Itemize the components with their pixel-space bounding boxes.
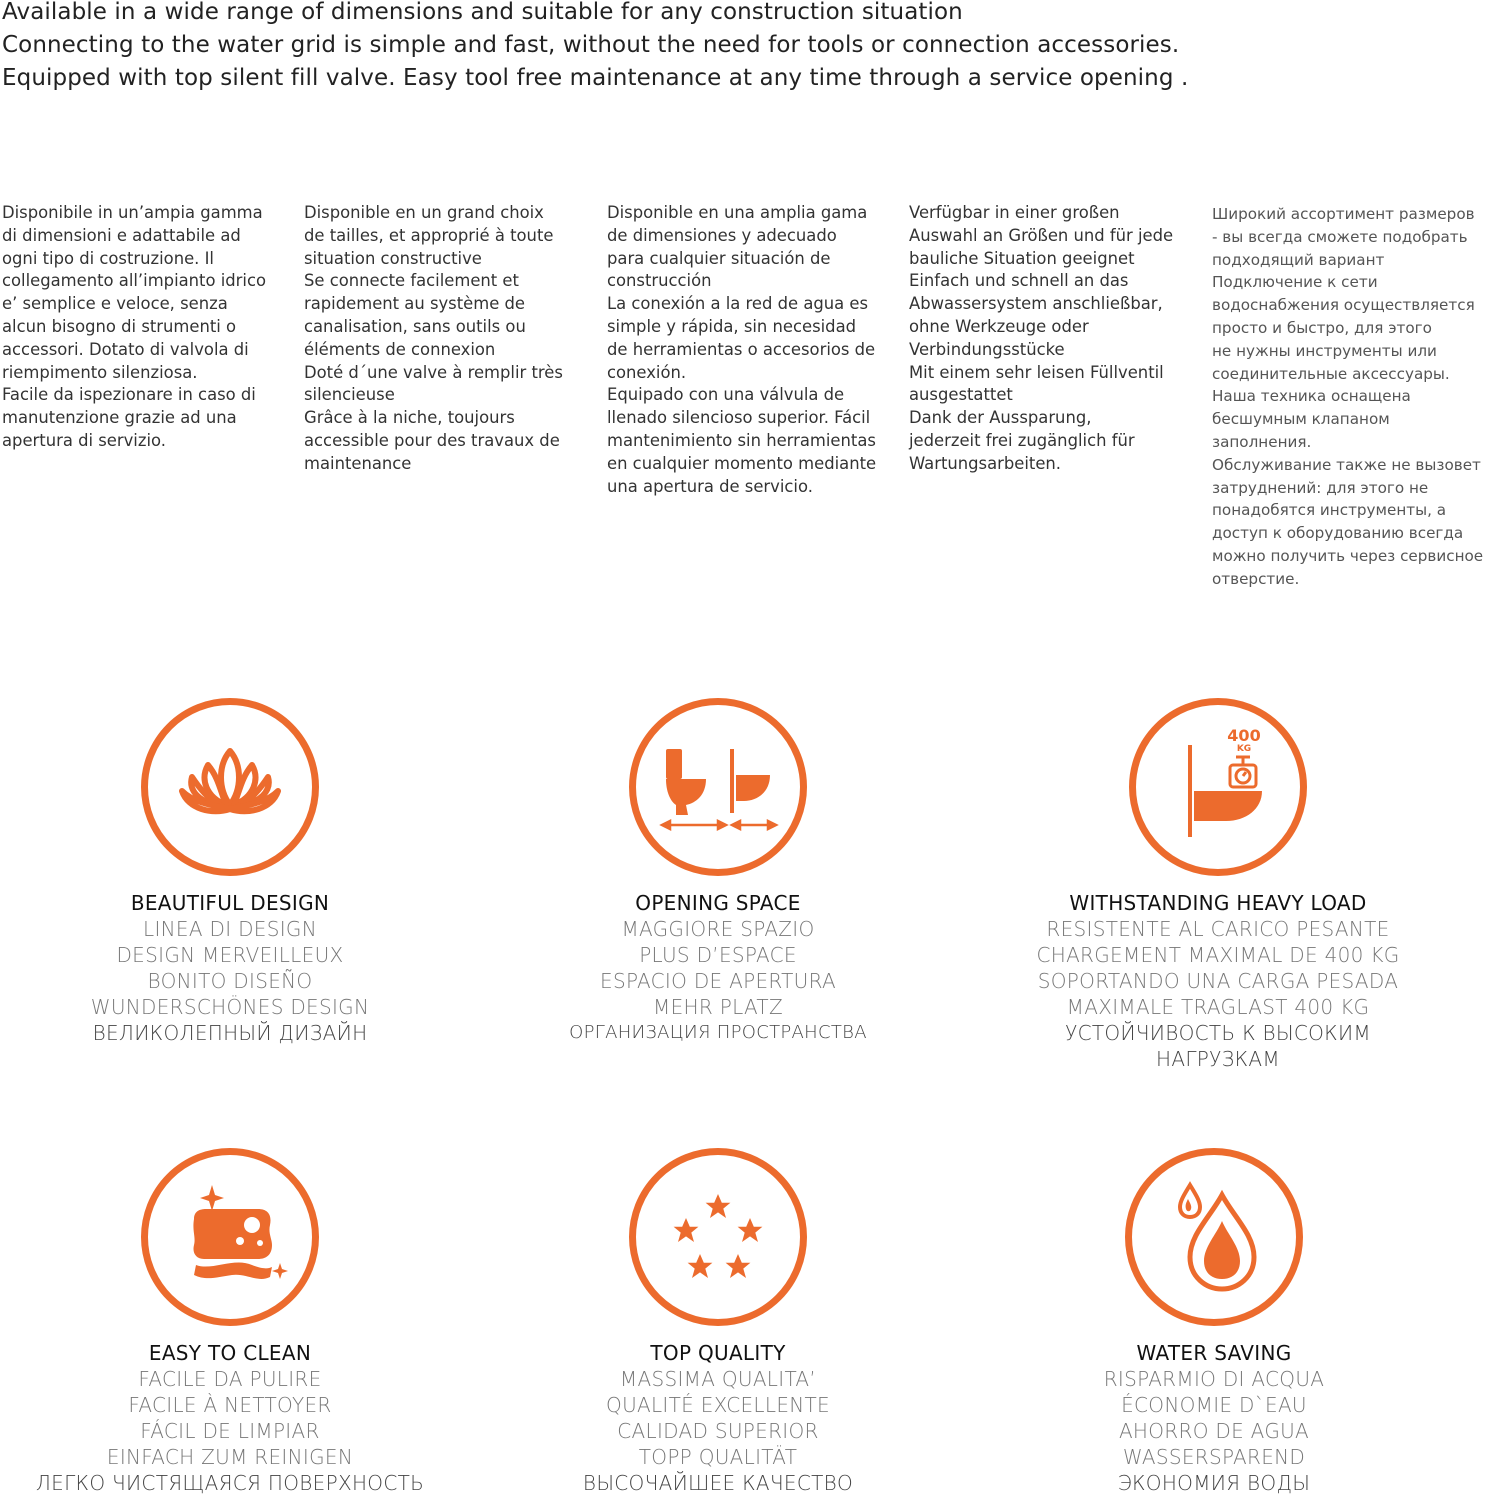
load-unit-label: KG (1236, 744, 1252, 754)
feature-line: DESIGN MERVEILLEUX (116, 943, 344, 967)
column-spanish (607, 202, 899, 498)
icon-circle (141, 698, 319, 876)
feature-line: AHORRO DE AGUA (1118, 1419, 1310, 1443)
feature-line: ВЕЛИКОЛЕПНЫЙ ДИЗАЙН (92, 1021, 368, 1045)
icon-circle (1125, 1148, 1303, 1326)
feature-line: RISPARMIO DI ACQUA (1103, 1367, 1325, 1391)
water-drop-icon (1132, 1155, 1296, 1319)
intro-line: Equipped with top silent fill valve. Easy tool free maintenance at any time through a service opening . (2, 65, 1189, 91)
spanish-text: Disponible en una amplia gama de dimensiones y adecuado para cualquier situación de construcción La conexión a la red de agua es simple y rápida, sin necesidad de herramientas o accesorios de conexión. Equipado con una válvula de llenado silencioso superior. Fácil mantenimiento sin herramientas en cualquier momento mediante una apertura de servicio. (607, 203, 877, 496)
feature-title: WATER SAVING (1136, 1341, 1292, 1365)
feature-title: OPENING SPACE (635, 891, 801, 915)
feature-line: MASSIMA QUALITA’ (619, 1367, 817, 1391)
feature-line: ЛЕГКО ЧИСТЯЩАЯСЯ ПОВЕРХНОСТЬ (35, 1471, 425, 1495)
feature-line: SOPORTANDO UNA CARGA PESADA (1037, 969, 1399, 993)
stars-icon (636, 1155, 800, 1319)
feature-line: WASSERSPAREND (1122, 1445, 1306, 1469)
feature-line: MAXIMALE TRAGLAST 400 KG (1066, 995, 1370, 1019)
feature-title: EASY TO CLEAN (148, 1341, 312, 1365)
feature-line: ÉCONOMIE D`EAU (1121, 1393, 1307, 1417)
feature-line: ESPACIO DE APERTURA (600, 969, 836, 993)
feature-opening-space (488, 698, 948, 1046)
feature-line: WUNDERSCHÖNES DESIGN (90, 995, 370, 1019)
intro-line: Available in a wide range of dimensions and suitable for any construction situation (2, 0, 963, 25)
feature-line: BONITO DISEÑO (147, 969, 313, 993)
feature-line: TOPP QUALITÄT (638, 1445, 798, 1469)
feature-line: FÁCIL DE LIMPIAR (140, 1419, 320, 1443)
intro-line: Connecting to the water grid is simple and fast, without the need for tools or connection accessories. (2, 32, 1180, 58)
feature-line: RESISTENTE AL CARICO PESANTE (1046, 917, 1390, 941)
feature-line: CHARGEMENT MAXIMAL DE 400 KG (1036, 943, 1400, 967)
french-text: Disponible en un grand choix de tailles, et approprié à toute situation constructive Se connecte facilement et rapidement au système de canalisation, sans outils ou éléments de connexion Doté d´une valve à remplir très silencieuse Grâce à la niche, toujours accessible pour des travaux de maintenance (304, 203, 563, 473)
feature-easy-to-clean (0, 1148, 460, 1496)
feature-title: TOP QUALITY (650, 1341, 786, 1365)
intro-text (2, 0, 1482, 95)
feature-top-quality (488, 1148, 948, 1496)
icon-circle (629, 698, 807, 876)
feature-line: LINEA DI DESIGN (143, 917, 317, 941)
icon-circle (141, 1148, 319, 1326)
feature-line: MAGGIORE SPAZIO (621, 917, 815, 941)
icon-circle (1129, 698, 1307, 876)
feature-line: EINFACH ZUM REINIGEN (106, 1445, 354, 1469)
feature-line: PLUS D’ESPACE (639, 943, 797, 967)
feature-heavy-load (988, 698, 1448, 1072)
icon-circle (629, 1148, 807, 1326)
feature-line: ЭКОНОМИЯ ВОДЫ (1117, 1471, 1311, 1495)
feature-line: QUALITÉ EXCELLENTE (606, 1393, 830, 1417)
feature-beautiful-design (0, 698, 460, 1046)
feature-line: MEHR PLATZ (653, 995, 783, 1019)
column-italian (2, 202, 292, 453)
sponge-icon (148, 1155, 312, 1319)
feature-line: УСТОЙЧИВОСТЬ К ВЫСОКИМ (1065, 1021, 1371, 1045)
feature-line: ВЫСОЧАЙШЕЕ КАЧЕСТВО (582, 1471, 854, 1495)
german-text: Verfügbar in einer großen Auswahl an Größen und für jede bauliche Situation geeignet Einfach und schnell an das Abwassersystem anschließbar, ohne Werkzeuge oder Verbindungsstücke Mit einem sehr leisen Füllventil ausgestattet Dank der Aussparung, jederzeit frei zugänglich für Wartungsarbeiten. (909, 203, 1174, 473)
feature-line: FACILE À NETTOYER (128, 1393, 332, 1417)
russian-text: Широкий ассортимент размеров - вы всегда сможете подобрать подходящий вариант Подключение к сети водоснабжения осуществляется просто и быстро, для этого не нужны инструменты или соединительные аксессуары. Наша техника оснащена бесшумным клапаном заполнения. Обслуживание также не вызовет затруднений: для этого не понадобятся инструменты, а доступ к оборудованию всегда можно получить через сервисное отверстие. (1212, 205, 1484, 588)
feature-line: НАГРУЗКАМ (1156, 1047, 1280, 1071)
column-german (909, 202, 1199, 476)
toilet-space-icon (636, 705, 800, 869)
feature-line: CALIDAD SUPERIOR (617, 1419, 819, 1443)
italian-text: Disponibile in un’ampia gamma di dimensioni e adattabile ad ogni tipo di costruzione. Il collegamento all’impianto idrico e’ semplice e veloce, senza alcun bisogno di strumenti o accessori. Dotato di valvola di riempimento silenziosa. Facile da ispezionare in caso di manutenzione grazie ad una apertura di servizio. (2, 203, 267, 450)
feature-line: FACILE DA PULIRE (138, 1367, 322, 1391)
lotus-icon (148, 705, 312, 869)
column-russian (1212, 203, 1486, 591)
column-french (304, 202, 594, 476)
heavy-load-icon (1136, 705, 1300, 869)
feature-title: WITHSTANDING HEAVY LOAD (1069, 891, 1367, 915)
feature-water-saving (984, 1148, 1444, 1496)
feature-title: BEAUTIFUL DESIGN (130, 891, 330, 915)
feature-line: ОРГАНИЗАЦИЯ ПРОСТРАНСТВА (569, 1022, 867, 1043)
load-value-label: 400 (1227, 726, 1261, 745)
